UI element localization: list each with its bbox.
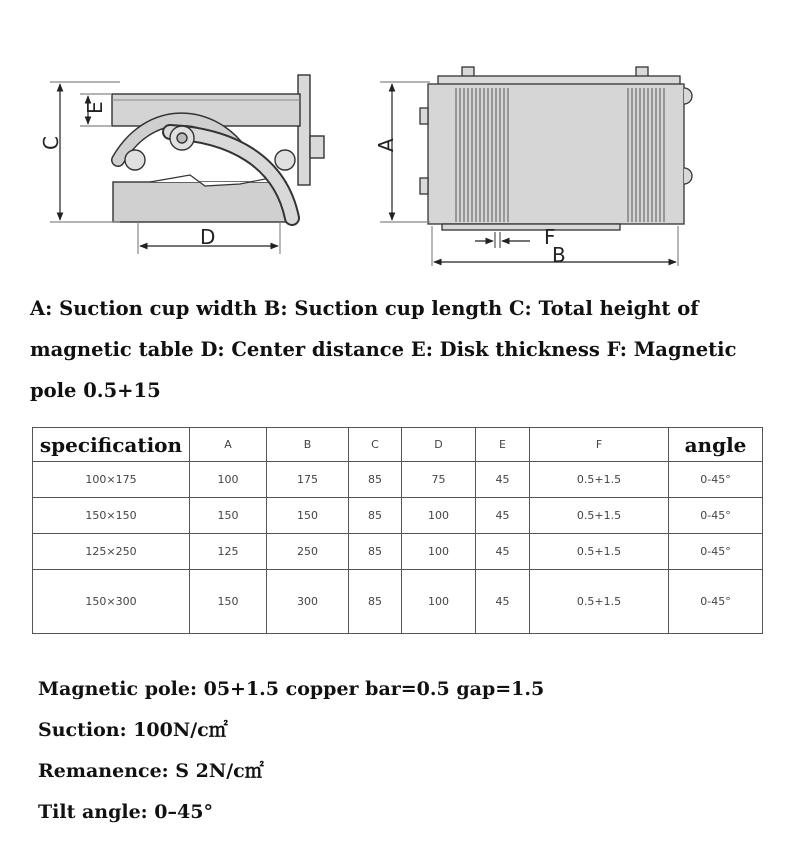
- header-angle: angle: [669, 428, 763, 462]
- cell-f: 0.5+1.5: [530, 462, 669, 498]
- cell-d: 100: [402, 534, 476, 570]
- cell-e: 45: [476, 498, 530, 534]
- cell-spec: 150×300: [33, 570, 190, 634]
- cell-angle: 0-45°: [669, 462, 763, 498]
- label-f: F: [544, 225, 556, 249]
- cell-f: 0.5+1.5: [530, 534, 669, 570]
- top-view: [420, 67, 692, 230]
- knob: [310, 136, 324, 158]
- table-row: [33, 534, 763, 570]
- cell-b: 150: [267, 498, 349, 534]
- cell-spec: 100×175: [33, 462, 190, 498]
- cell-a: 150: [190, 498, 267, 534]
- spec-notes: [38, 670, 758, 834]
- note-magnetic-pole: Magnetic pole: 05+1.5 copper bar=0.5 gap=1.5: [38, 678, 545, 700]
- header-c: C: [349, 428, 402, 462]
- note-suction: Suction: 100N/c㎡: [38, 719, 228, 741]
- cell-c: 85: [349, 462, 402, 498]
- note-remanence: Remanence: S 2N/c㎡: [38, 760, 264, 782]
- label-e: E: [83, 101, 107, 114]
- table-header-row: [33, 428, 763, 462]
- header-specification: specification: [33, 428, 190, 462]
- label-d: D: [200, 225, 216, 249]
- cell-d: 100: [402, 570, 476, 634]
- cell-spec: 150×150: [33, 498, 190, 534]
- header-e: E: [476, 428, 530, 462]
- cell-angle: 0-45°: [669, 498, 763, 534]
- specification-table: [32, 427, 763, 634]
- header-b: B: [267, 428, 349, 462]
- diagram-svg: [0, 0, 800, 280]
- cell-f: 0.5+1.5: [530, 570, 669, 634]
- cell-angle: 0-45°: [669, 570, 763, 634]
- cell-f: 0.5+1.5: [530, 498, 669, 534]
- cell-c: 85: [349, 498, 402, 534]
- table-row: [33, 462, 763, 498]
- cell-a: 125: [190, 534, 267, 570]
- cell-e: 45: [476, 534, 530, 570]
- label-b: B: [552, 243, 566, 267]
- base-plate: [113, 182, 286, 222]
- cell-spec: 125×250: [33, 534, 190, 570]
- magnetic-plate: [428, 84, 684, 224]
- label-c: C: [39, 136, 63, 150]
- cell-b: 250: [267, 534, 349, 570]
- header-d: D: [402, 428, 476, 462]
- technical-diagram: [0, 0, 800, 280]
- cell-b: 175: [267, 462, 349, 498]
- side-view: [112, 75, 324, 222]
- cell-a: 150: [190, 570, 267, 634]
- cell-d: 100: [402, 498, 476, 534]
- cell-e: 45: [476, 462, 530, 498]
- cell-b: 300: [267, 570, 349, 634]
- cell-d: 75: [402, 462, 476, 498]
- cell-e: 45: [476, 570, 530, 634]
- table-row: [33, 498, 763, 534]
- cell-c: 85: [349, 570, 402, 634]
- cell-angle: 0-45°: [669, 534, 763, 570]
- label-a: A: [374, 138, 398, 152]
- header-f: F: [530, 428, 669, 462]
- dimension-legend: A: Suction cup width B: Suction cup length C: Total height of magnetic table D: Center distance E: Disk thickness F: Magnetic pole 0.5+15: [30, 297, 737, 402]
- note-tilt-angle: Tilt angle: 0–45°: [38, 801, 213, 823]
- post: [298, 75, 310, 185]
- cell-a: 100: [190, 462, 267, 498]
- header-a: A: [190, 428, 267, 462]
- cell-c: 85: [349, 534, 402, 570]
- table-row: [33, 570, 763, 634]
